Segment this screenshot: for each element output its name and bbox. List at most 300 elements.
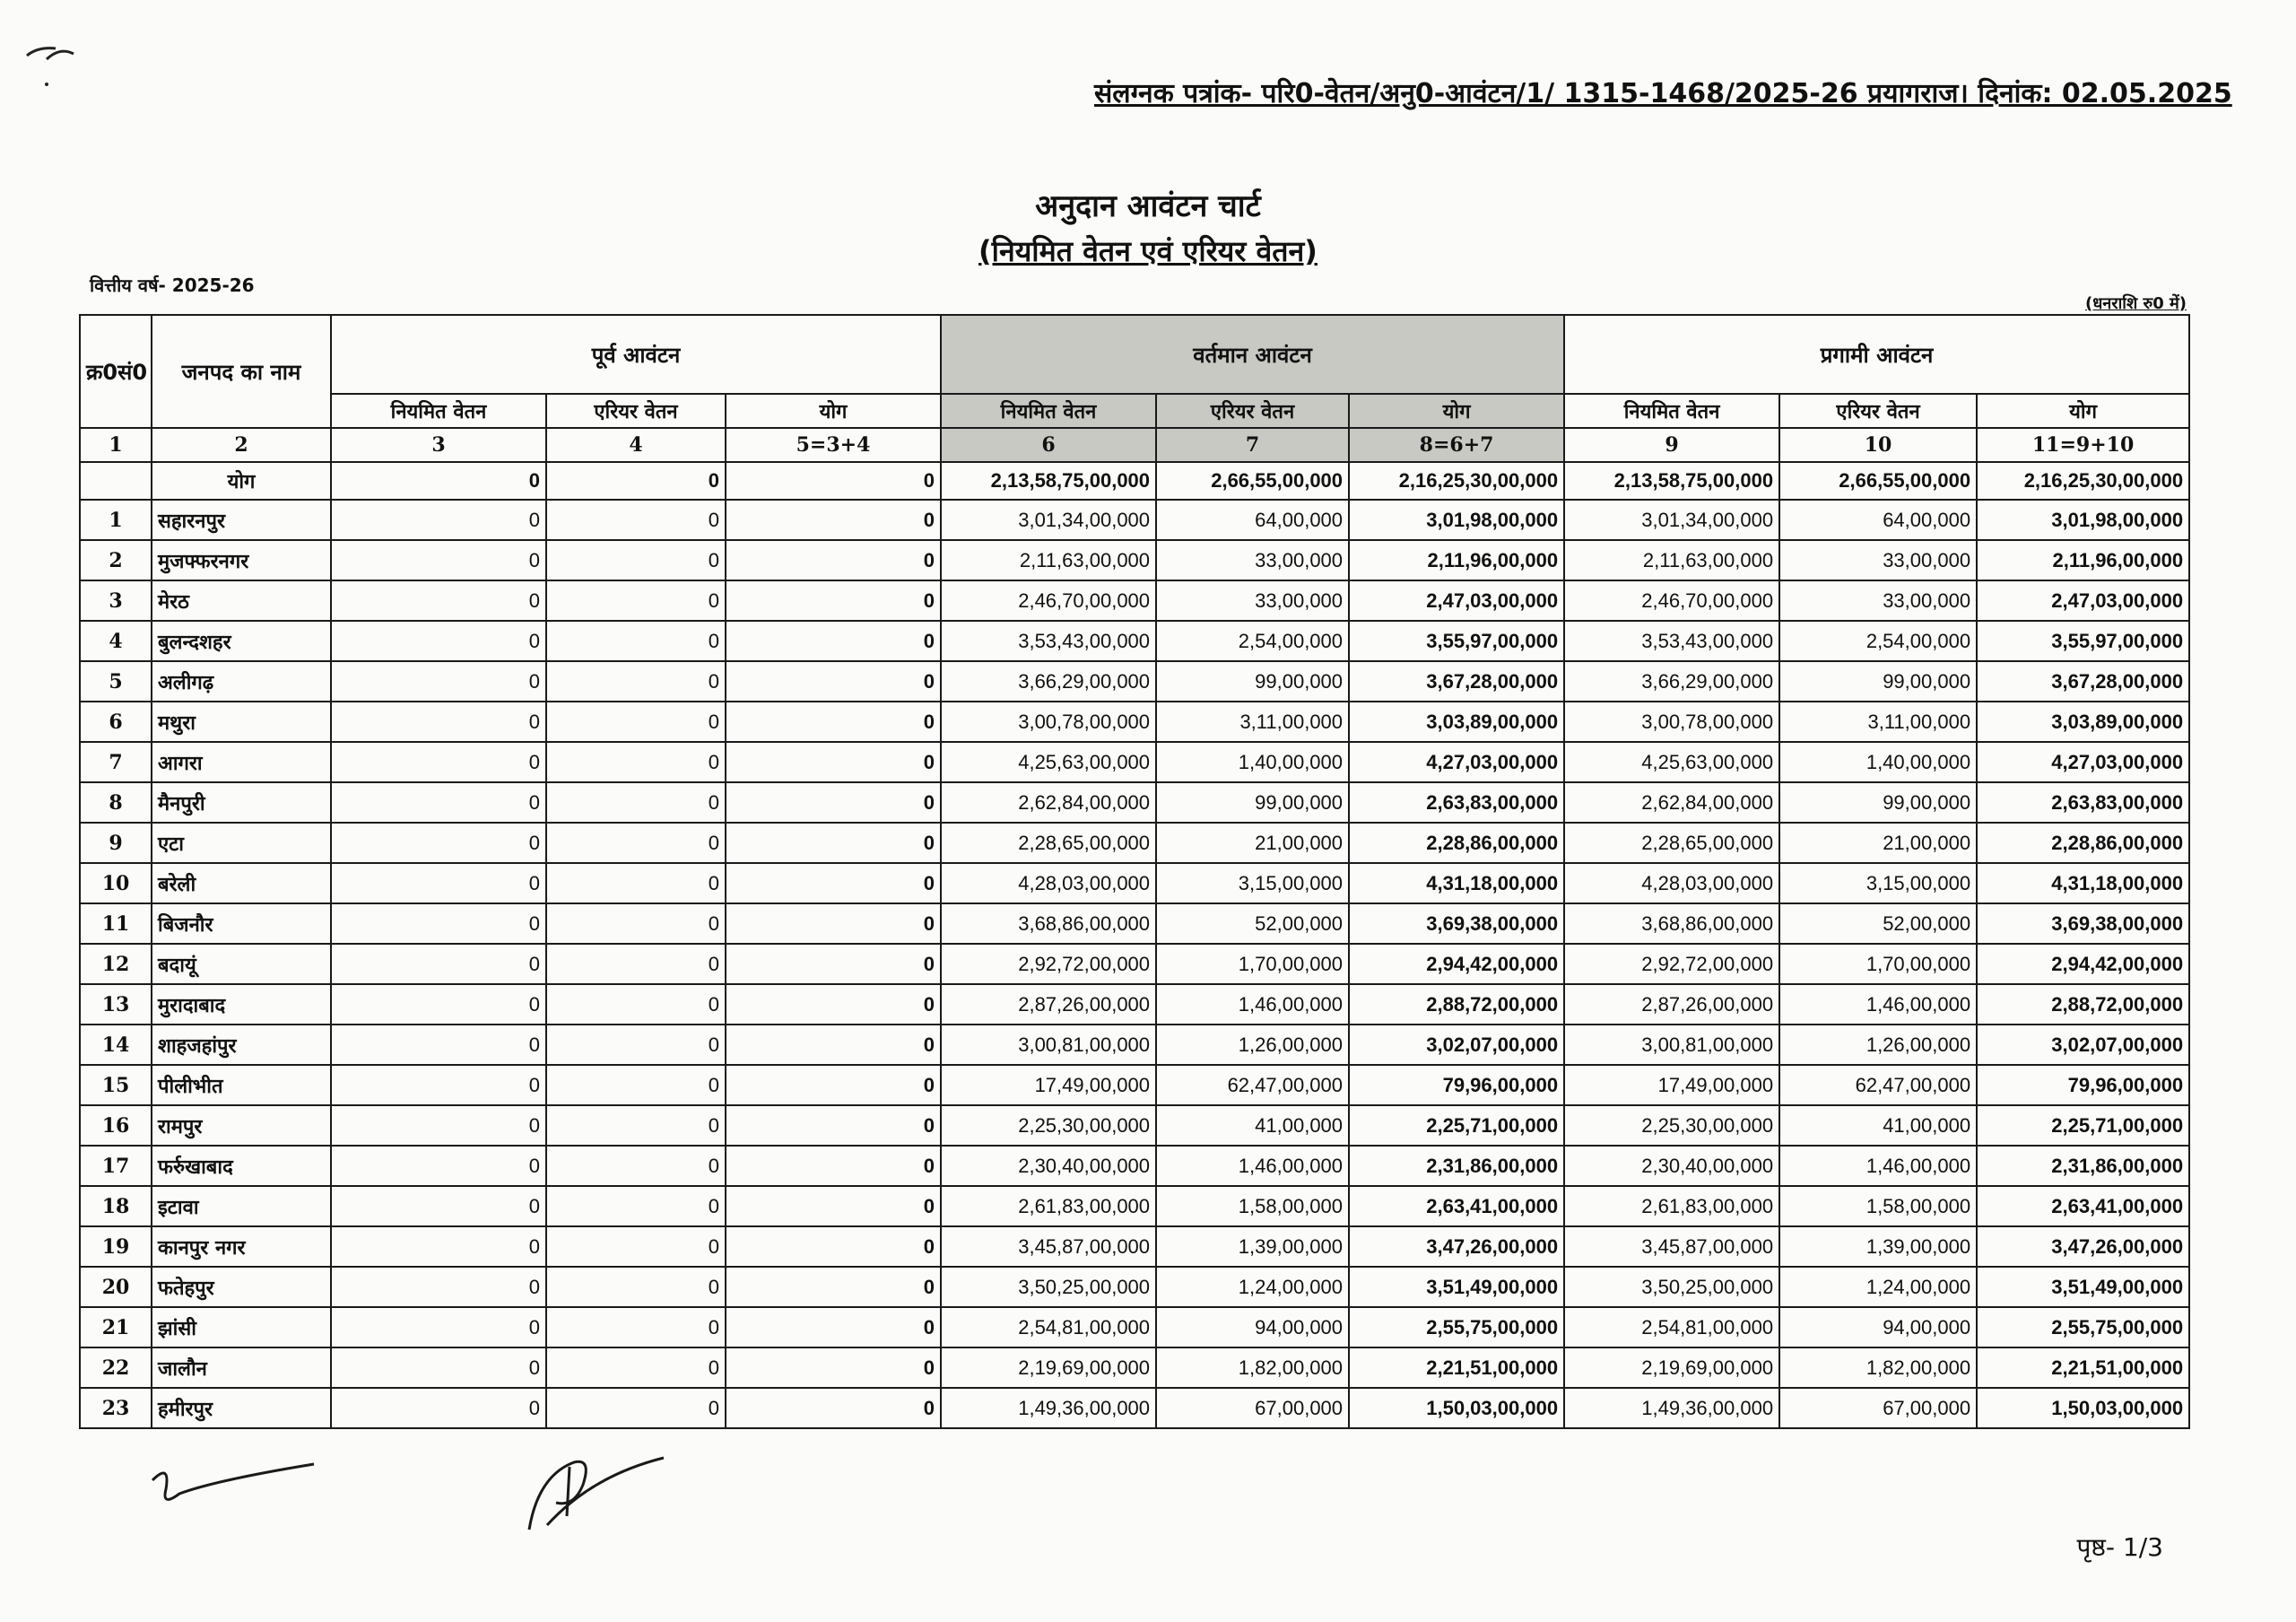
column-number: 1 <box>80 428 152 462</box>
row-value: 0 <box>331 863 546 903</box>
row-value: 0 <box>726 903 941 944</box>
row-value: 3,11,00,000 <box>1779 702 1977 742</box>
row-value: 0 <box>726 540 941 580</box>
row-value: 33,00,000 <box>1779 540 1977 580</box>
row-value: 0 <box>726 944 941 984</box>
row-value: 0 <box>331 1025 546 1065</box>
table-row <box>80 1267 2189 1307</box>
row-value: 64,00,000 <box>1156 500 1349 540</box>
row-value: 64,00,000 <box>1779 500 1977 540</box>
row-value: 0 <box>726 1025 941 1065</box>
row-value: 1,46,00,000 <box>1156 984 1349 1025</box>
row-value: 0 <box>331 1105 546 1146</box>
page-number: पृष्ठ- 1/3 <box>2076 1532 2163 1562</box>
row-district: बिजनौर <box>152 903 331 944</box>
row-value: 0 <box>726 1267 941 1307</box>
row-value: 1,46,00,000 <box>1156 1146 1349 1186</box>
row-value: 0 <box>331 540 546 580</box>
row-value: 3,55,97,00,000 <box>1349 621 1564 661</box>
row-value: 0 <box>546 1105 726 1146</box>
row-value: 2,87,26,00,000 <box>941 984 1156 1025</box>
row-value: 52,00,000 <box>1779 903 1977 944</box>
row-value: 0 <box>331 661 546 702</box>
row-value: 3,47,26,00,000 <box>1349 1226 1564 1267</box>
row-value: 3,11,00,000 <box>1156 702 1349 742</box>
row-value: 2,61,83,00,000 <box>941 1186 1156 1226</box>
row-value: 1,46,00,000 <box>1779 984 1977 1025</box>
row-value: 0 <box>331 1267 546 1307</box>
row-value: 1,40,00,000 <box>1156 742 1349 782</box>
row-value: 0 <box>546 621 726 661</box>
row-value: 1,26,00,000 <box>1779 1025 1977 1065</box>
table-row <box>80 782 2189 823</box>
row-value: 17,49,00,000 <box>941 1065 1156 1105</box>
row-value: 0 <box>726 823 941 863</box>
row-sn: 7 <box>80 742 152 782</box>
row-district: एटा <box>152 823 331 863</box>
row-value: 1,82,00,000 <box>1156 1347 1349 1388</box>
row-value: 2,87,26,00,000 <box>1564 984 1779 1025</box>
row-value: 0 <box>726 1347 941 1388</box>
row-value: 2,25,71,00,000 <box>1977 1105 2189 1146</box>
row-value: 2,47,03,00,000 <box>1349 580 1564 621</box>
table-row <box>80 1307 2189 1347</box>
row-value: 4,28,03,00,000 <box>941 863 1156 903</box>
row-value: 67,00,000 <box>1779 1388 1977 1428</box>
row-value: 79,96,00,000 <box>1349 1065 1564 1105</box>
row-value: 4,31,18,00,000 <box>1349 863 1564 903</box>
row-value: 3,67,28,00,000 <box>1977 661 2189 702</box>
row-sn: 9 <box>80 823 152 863</box>
row-value: 2,21,51,00,000 <box>1977 1347 2189 1388</box>
row-sn: 5 <box>80 661 152 702</box>
row-value: 3,69,38,00,000 <box>1349 903 1564 944</box>
row-value: 2,11,63,00,000 <box>1564 540 1779 580</box>
row-value: 0 <box>546 500 726 540</box>
row-value: 3,47,26,00,000 <box>1977 1226 2189 1267</box>
row-district: मुजफ्फरनगर <box>152 540 331 580</box>
row-value: 41,00,000 <box>1156 1105 1349 1146</box>
row-value: 0 <box>726 580 941 621</box>
total-value: 0 <box>331 462 546 500</box>
header-prev-total: योग <box>726 394 941 428</box>
table-row <box>80 823 2189 863</box>
grant-allocation-table <box>79 314 2190 1429</box>
row-sn: 17 <box>80 1146 152 1186</box>
row-sn: 18 <box>80 1186 152 1226</box>
row-value: 21,00,000 <box>1779 823 1977 863</box>
row-district: फर्रुखाबाद <box>152 1146 331 1186</box>
row-value: 0 <box>726 1307 941 1347</box>
row-district: इटावा <box>152 1186 331 1226</box>
row-value: 2,55,75,00,000 <box>1349 1307 1564 1347</box>
row-value: 1,58,00,000 <box>1156 1186 1349 1226</box>
row-value: 1,46,00,000 <box>1779 1146 1977 1186</box>
row-value: 1,39,00,000 <box>1156 1226 1349 1267</box>
row-value: 0 <box>546 1065 726 1105</box>
row-value: 2,94,42,00,000 <box>1977 944 2189 984</box>
row-value: 0 <box>546 944 726 984</box>
row-value: 3,15,00,000 <box>1156 863 1349 903</box>
row-district: बदायूं <box>152 944 331 984</box>
row-sn: 10 <box>80 863 152 903</box>
row-value: 3,01,34,00,000 <box>941 500 1156 540</box>
row-value: 2,21,51,00,000 <box>1349 1347 1564 1388</box>
row-district: रामपुर <box>152 1105 331 1146</box>
row-value: 1,50,03,00,000 <box>1977 1388 2189 1428</box>
row-district: कानपुर नगर <box>152 1226 331 1267</box>
row-value: 0 <box>546 863 726 903</box>
row-value: 0 <box>726 1065 941 1105</box>
fiscal-year-label: वित्तीय वर्ष- 2025-26 <box>90 275 255 296</box>
row-value: 0 <box>726 500 941 540</box>
table-row <box>80 903 2189 944</box>
row-value: 2,54,00,000 <box>1779 621 1977 661</box>
column-number: 4 <box>546 428 726 462</box>
row-sn: 3 <box>80 580 152 621</box>
row-value: 1,58,00,000 <box>1779 1186 1977 1226</box>
row-value: 1,39,00,000 <box>1779 1226 1977 1267</box>
table-row <box>80 742 2189 782</box>
row-value: 0 <box>546 1347 726 1388</box>
reference-line: संलग्नक पत्रांक- परि0-वेतन/अनु0-आवंटन/1/ 1315-1468/2025-26 प्रयागराज। दिनांक: 02.05.2025 <box>1094 78 2232 109</box>
row-value: 0 <box>331 903 546 944</box>
row-value: 3,00,81,00,000 <box>1564 1025 1779 1065</box>
row-value: 0 <box>726 1105 941 1146</box>
row-value: 0 <box>331 580 546 621</box>
row-value: 0 <box>546 1307 726 1347</box>
row-value: 1,49,36,00,000 <box>941 1388 1156 1428</box>
row-value: 0 <box>331 1065 546 1105</box>
row-value: 3,66,29,00,000 <box>1564 661 1779 702</box>
header-prog-regular: नियमित वेतन <box>1564 394 1779 428</box>
row-value: 0 <box>546 1267 726 1307</box>
row-value: 99,00,000 <box>1156 782 1349 823</box>
row-value: 33,00,000 <box>1156 580 1349 621</box>
row-value: 3,53,43,00,000 <box>941 621 1156 661</box>
row-value: 2,62,84,00,000 <box>941 782 1156 823</box>
row-value: 0 <box>726 742 941 782</box>
header-sn: क्र0सं0 <box>80 315 152 428</box>
row-value: 2,25,71,00,000 <box>1349 1105 1564 1146</box>
row-value: 33,00,000 <box>1156 540 1349 580</box>
total-value: 2,16,25,30,00,000 <box>1977 462 2189 500</box>
row-value: 0 <box>546 742 726 782</box>
column-number: 8=6+7 <box>1349 428 1564 462</box>
row-value: 3,00,78,00,000 <box>1564 702 1779 742</box>
row-value: 0 <box>726 984 941 1025</box>
header-prev-regular: नियमित वेतन <box>331 394 546 428</box>
row-value: 0 <box>546 1025 726 1065</box>
row-sn: 1 <box>80 500 152 540</box>
row-value: 2,11,96,00,000 <box>1349 540 1564 580</box>
row-sn: 23 <box>80 1388 152 1428</box>
row-value: 33,00,000 <box>1779 580 1977 621</box>
row-value: 2,88,72,00,000 <box>1349 984 1564 1025</box>
table-row <box>80 621 2189 661</box>
row-district: मुरादाबाद <box>152 984 331 1025</box>
row-value: 94,00,000 <box>1156 1307 1349 1347</box>
row-value: 2,88,72,00,000 <box>1977 984 2189 1025</box>
total-value: 2,13,58,75,00,000 <box>1564 462 1779 500</box>
row-value: 0 <box>331 1388 546 1428</box>
row-value: 4,25,63,00,000 <box>1564 742 1779 782</box>
row-sn: 19 <box>80 1226 152 1267</box>
row-value: 2,62,84,00,000 <box>1564 782 1779 823</box>
row-value: 2,47,03,00,000 <box>1977 580 2189 621</box>
table-row <box>80 863 2189 903</box>
row-value: 2,19,69,00,000 <box>941 1347 1156 1388</box>
row-value: 0 <box>726 702 941 742</box>
row-value: 2,25,30,00,000 <box>941 1105 1156 1146</box>
row-value: 3,00,78,00,000 <box>941 702 1156 742</box>
row-value: 2,11,63,00,000 <box>941 540 1156 580</box>
table-row <box>80 1025 2189 1065</box>
row-value: 0 <box>546 580 726 621</box>
row-value: 2,63,83,00,000 <box>1349 782 1564 823</box>
row-value: 3,51,49,00,000 <box>1977 1267 2189 1307</box>
table-row <box>80 944 2189 984</box>
row-value: 1,24,00,000 <box>1779 1267 1977 1307</box>
row-value: 0 <box>331 1347 546 1388</box>
header-current-allocation: वर्तमान आवंटन <box>941 315 1564 394</box>
row-value: 3,67,28,00,000 <box>1349 661 1564 702</box>
row-value: 62,47,00,000 <box>1779 1065 1977 1105</box>
row-value: 0 <box>726 863 941 903</box>
document-subtitle: (नियमित वेतन एवं एरियर वेतन) <box>978 234 1318 268</box>
row-value: 2,92,72,00,000 <box>1564 944 1779 984</box>
row-value: 2,55,75,00,000 <box>1977 1307 2189 1347</box>
row-value: 21,00,000 <box>1156 823 1349 863</box>
row-value: 3,55,97,00,000 <box>1977 621 2189 661</box>
row-sn: 21 <box>80 1307 152 1347</box>
table-row <box>80 1105 2189 1146</box>
row-value: 4,27,03,00,000 <box>1977 742 2189 782</box>
table-row <box>80 661 2189 702</box>
table-row <box>80 1146 2189 1186</box>
row-value: 0 <box>546 702 726 742</box>
row-value: 2,25,30,00,000 <box>1564 1105 1779 1146</box>
row-value: 17,49,00,000 <box>1564 1065 1779 1105</box>
row-value: 4,28,03,00,000 <box>1564 863 1779 903</box>
table-row <box>80 540 2189 580</box>
row-value: 2,31,86,00,000 <box>1349 1146 1564 1186</box>
row-value: 3,02,07,00,000 <box>1349 1025 1564 1065</box>
row-value: 0 <box>726 621 941 661</box>
total-label: योग <box>152 462 331 500</box>
row-district: जालौन <box>152 1347 331 1388</box>
document-title: अनुदान आवंटन चार्ट <box>1035 188 1261 224</box>
table-row <box>80 1347 2189 1388</box>
row-value: 0 <box>331 742 546 782</box>
row-value: 3,03,89,00,000 <box>1977 702 2189 742</box>
row-value: 2,28,86,00,000 <box>1977 823 2189 863</box>
total-row <box>80 462 2189 500</box>
row-value: 3,68,86,00,000 <box>941 903 1156 944</box>
row-value: 2,46,70,00,000 <box>941 580 1156 621</box>
header-progressive-allocation: प्रगामी आवंटन <box>1564 315 2189 394</box>
table-row <box>80 702 2189 742</box>
total-value: 2,66,55,00,000 <box>1779 462 1977 500</box>
row-value: 2,28,86,00,000 <box>1349 823 1564 863</box>
row-value: 2,31,86,00,000 <box>1977 1146 2189 1186</box>
row-value: 0 <box>331 984 546 1025</box>
row-value: 0 <box>546 1388 726 1428</box>
row-value: 3,01,98,00,000 <box>1977 500 2189 540</box>
row-value: 3,50,25,00,000 <box>1564 1267 1779 1307</box>
row-value: 0 <box>726 1226 941 1267</box>
table-row <box>80 1065 2189 1105</box>
row-district: झांसी <box>152 1307 331 1347</box>
row-value: 0 <box>331 823 546 863</box>
row-value: 0 <box>546 823 726 863</box>
row-value: 2,63,83,00,000 <box>1977 782 2189 823</box>
row-value: 2,54,00,000 <box>1156 621 1349 661</box>
header-cur-arrear: एरियर वेतन <box>1156 394 1349 428</box>
row-value: 2,28,65,00,000 <box>1564 823 1779 863</box>
signature-left-icon <box>144 1453 323 1525</box>
row-value: 3,15,00,000 <box>1779 863 1977 903</box>
row-value: 0 <box>546 661 726 702</box>
row-district: मैनपुरी <box>152 782 331 823</box>
row-value: 0 <box>546 1146 726 1186</box>
row-sn: 16 <box>80 1105 152 1146</box>
column-number: 3 <box>331 428 546 462</box>
row-value: 4,25,63,00,000 <box>941 742 1156 782</box>
row-value: 1,70,00,000 <box>1156 944 1349 984</box>
row-value: 0 <box>546 1186 726 1226</box>
header-cur-regular: नियमित वेतन <box>941 394 1156 428</box>
row-sn: 14 <box>80 1025 152 1065</box>
row-value: 0 <box>331 1186 546 1226</box>
row-value: 0 <box>331 1146 546 1186</box>
row-sn: 11 <box>80 903 152 944</box>
pen-mark-icon <box>20 20 100 92</box>
row-value: 3,03,89,00,000 <box>1349 702 1564 742</box>
row-value: 0 <box>726 1388 941 1428</box>
row-value: 0 <box>331 500 546 540</box>
row-value: 0 <box>546 540 726 580</box>
row-value: 0 <box>546 1226 726 1267</box>
row-value: 3,50,25,00,000 <box>941 1267 1156 1307</box>
row-district: बरेली <box>152 863 331 903</box>
row-value: 2,28,65,00,000 <box>941 823 1156 863</box>
row-value: 1,70,00,000 <box>1779 944 1977 984</box>
row-value: 1,82,00,000 <box>1779 1347 1977 1388</box>
table-row <box>80 1226 2189 1267</box>
row-value: 3,53,43,00,000 <box>1564 621 1779 661</box>
row-district: शाहजहांपुर <box>152 1025 331 1065</box>
row-value: 1,40,00,000 <box>1779 742 1977 782</box>
row-value: 3,69,38,00,000 <box>1977 903 2189 944</box>
row-value: 3,68,86,00,000 <box>1564 903 1779 944</box>
column-number: 6 <box>941 428 1156 462</box>
unit-label: (धनराशि रु0 में) <box>2084 294 2187 313</box>
row-value: 2,63,41,00,000 <box>1349 1186 1564 1226</box>
row-value: 2,54,81,00,000 <box>941 1307 1156 1347</box>
table-row <box>80 984 2189 1025</box>
row-value: 4,27,03,00,000 <box>1349 742 1564 782</box>
row-value: 41,00,000 <box>1779 1105 1977 1146</box>
column-number: 7 <box>1156 428 1349 462</box>
row-sn: 15 <box>80 1065 152 1105</box>
table-row <box>80 580 2189 621</box>
row-value: 79,96,00,000 <box>1977 1065 2189 1105</box>
row-sn: 6 <box>80 702 152 742</box>
signature-right-icon <box>520 1440 673 1539</box>
row-value: 1,49,36,00,000 <box>1564 1388 1779 1428</box>
row-sn: 2 <box>80 540 152 580</box>
row-value: 0 <box>726 782 941 823</box>
row-value: 4,31,18,00,000 <box>1977 863 2189 903</box>
row-value: 1,24,00,000 <box>1156 1267 1349 1307</box>
row-value: 2,61,83,00,000 <box>1564 1186 1779 1226</box>
column-number: 2 <box>152 428 331 462</box>
row-district: हमीरपुर <box>152 1388 331 1428</box>
total-value: 0 <box>546 462 726 500</box>
row-value: 0 <box>331 1226 546 1267</box>
row-value: 62,47,00,000 <box>1156 1065 1349 1105</box>
row-value: 2,54,81,00,000 <box>1564 1307 1779 1347</box>
row-value: 2,30,40,00,000 <box>1564 1146 1779 1186</box>
total-value: 2,13,58,75,00,000 <box>941 462 1156 500</box>
row-value: 0 <box>546 903 726 944</box>
row-value: 99,00,000 <box>1779 782 1977 823</box>
row-sn: 20 <box>80 1267 152 1307</box>
row-value: 99,00,000 <box>1156 661 1349 702</box>
row-value: 94,00,000 <box>1779 1307 1977 1347</box>
row-value: 67,00,000 <box>1156 1388 1349 1428</box>
row-value: 0 <box>726 661 941 702</box>
row-value: 3,01,98,00,000 <box>1349 500 1564 540</box>
header-cur-total: योग <box>1349 394 1564 428</box>
row-district: सहारनपुर <box>152 500 331 540</box>
row-value: 0 <box>331 702 546 742</box>
column-number-row <box>80 428 2189 462</box>
header-previous-allocation: पूर्व आवंटन <box>331 315 941 394</box>
table-row <box>80 1186 2189 1226</box>
row-value: 2,30,40,00,000 <box>941 1146 1156 1186</box>
row-value: 3,66,29,00,000 <box>941 661 1156 702</box>
row-value: 2,63,41,00,000 <box>1977 1186 2189 1226</box>
row-district: आगरा <box>152 742 331 782</box>
table-row <box>80 500 2189 540</box>
row-value: 0 <box>331 1307 546 1347</box>
row-sn: 8 <box>80 782 152 823</box>
row-sn: 4 <box>80 621 152 661</box>
row-value: 3,02,07,00,000 <box>1977 1025 2189 1065</box>
row-value: 3,01,34,00,000 <box>1564 500 1779 540</box>
header-prev-arrear: एरियर वेतन <box>546 394 726 428</box>
row-value: 0 <box>726 1186 941 1226</box>
column-number: 9 <box>1564 428 1779 462</box>
total-value: 2,16,25,30,00,000 <box>1349 462 1564 500</box>
row-value: 2,19,69,00,000 <box>1564 1347 1779 1388</box>
row-value: 99,00,000 <box>1779 661 1977 702</box>
total-sn-cell <box>80 462 152 500</box>
row-district: फतेहपुर <box>152 1267 331 1307</box>
row-value: 0 <box>331 944 546 984</box>
row-district: मथुरा <box>152 702 331 742</box>
row-sn: 13 <box>80 984 152 1025</box>
row-district: बुलन्दशहर <box>152 621 331 661</box>
table-row <box>80 1388 2189 1428</box>
row-district: अलीगढ़ <box>152 661 331 702</box>
row-district: मेरठ <box>152 580 331 621</box>
column-number: 11=9+10 <box>1977 428 2189 462</box>
row-value: 3,45,87,00,000 <box>1564 1226 1779 1267</box>
header-prog-arrear: एरियर वेतन <box>1779 394 1977 428</box>
